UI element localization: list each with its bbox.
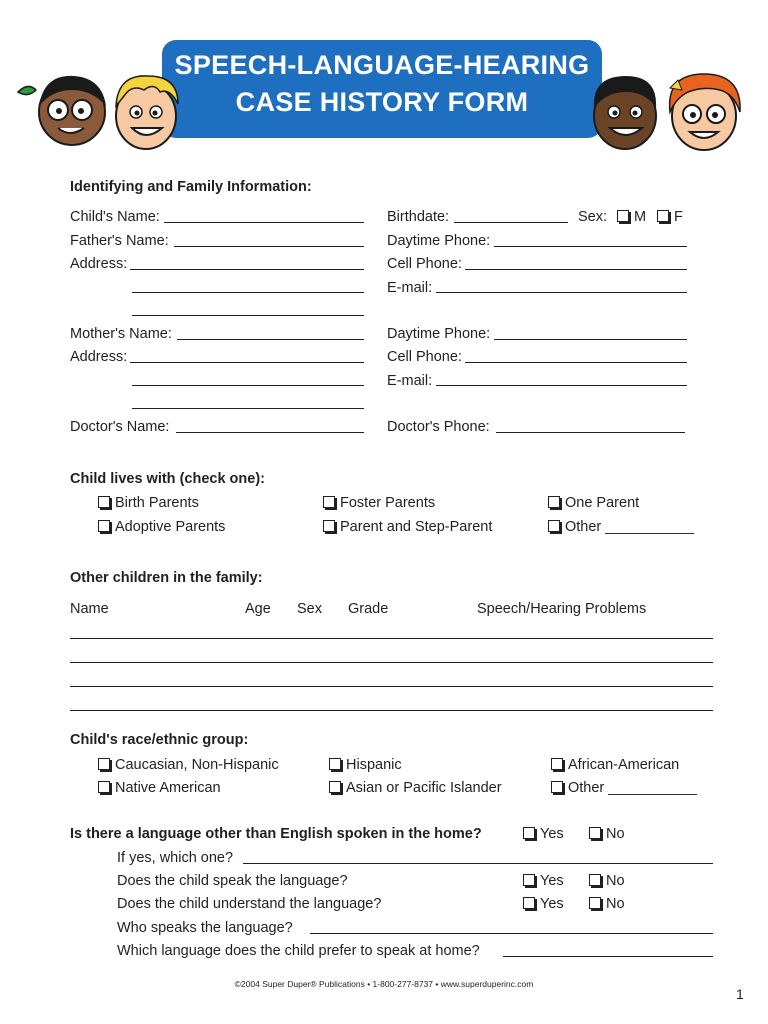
option-label: Yes [540,873,564,889]
option-label: Parent and Step-Parent [340,519,493,535]
redhead-girl-with-glasses-illustration [658,68,750,154]
checkbox-icon[interactable] [548,496,560,508]
mother-daytime-phone-field[interactable] [494,339,687,340]
father-address-field-2[interactable] [132,292,364,293]
checkbox-icon[interactable] [98,496,110,508]
father-cell-phone-label: Cell Phone: [387,256,462,272]
speak-yes-option[interactable] [523,873,564,890]
lives-with-option[interactable] [323,495,435,512]
checkbox-icon[interactable] [523,874,535,886]
who-speaks-label: Who speaks the language? [117,920,293,936]
option-label: Hispanic [346,757,402,773]
race-option[interactable] [329,757,402,774]
language-no-option[interactable] [589,826,625,843]
mother-address-field-3[interactable] [132,408,364,409]
sex-f-option[interactable] [657,209,683,226]
option-label: Asian or Pacific Islander [346,780,502,796]
lives-with-option[interactable] [548,519,694,536]
prefer-language-field[interactable] [503,956,713,957]
doctors-phone-label: Doctor's Phone: [387,419,490,435]
speak-no-option[interactable] [589,873,625,890]
birthdate-label: Birthdate: [387,209,450,225]
column-header-sex: Sex [297,601,322,617]
other-child-row-field[interactable] [70,686,713,687]
option-label: Adoptive Parents [115,519,226,535]
doctors-phone-field[interactable] [496,432,685,433]
option-label: Yes [540,896,564,912]
other-child-row-field[interactable] [70,710,713,711]
option-label: No [606,896,625,912]
father-email-label: E-mail: [387,280,433,296]
checkbox-icon[interactable] [323,496,335,508]
checkbox-icon[interactable] [98,758,110,770]
prefer-language-label: Which language does the child prefer to speak at home? [117,943,480,959]
race-option[interactable] [551,780,697,797]
mothers-name-label: Mother's Name: [70,326,172,342]
checkbox-icon[interactable] [523,897,535,909]
language-yes-option[interactable] [523,826,564,843]
option-label: One Parent [565,495,640,511]
option-label: No [606,826,625,842]
checkbox-icon[interactable] [323,520,335,532]
doctors-name-label: Doctor's Name: [70,419,170,435]
option-label: Native American [115,780,221,796]
sex-m-label: M [634,209,647,225]
mother-daytime-phone-label: Daytime Phone: [387,326,491,342]
checkbox-icon[interactable] [617,210,629,222]
father-daytime-phone-label: Daytime Phone: [387,233,491,249]
race-option[interactable] [98,780,221,797]
mother-address-label: Address: [70,349,128,365]
checkbox-icon[interactable] [329,781,341,793]
mother-cell-phone-field[interactable] [465,362,687,363]
which-language-label: If yes, which one? [117,850,234,866]
mother-address-field-2[interactable] [132,385,364,386]
option-label: Birth Parents [115,495,199,511]
other-child-row-field[interactable] [70,662,713,663]
checkbox-icon[interactable] [551,758,563,770]
sex-label: Sex: [578,209,608,225]
lives-with-option[interactable] [323,519,492,536]
lives-with-option[interactable] [98,495,199,512]
checkbox-icon[interactable] [589,874,601,886]
sex-f-label: F [674,209,683,225]
section-heading-race: Child's race/ethnic group: [70,732,249,748]
checkbox-icon[interactable] [523,827,535,839]
race-option[interactable] [329,780,502,797]
mothers-name-field[interactable] [177,339,364,340]
fathers-name-label: Father's Name: [70,233,169,249]
option-label: African-American [568,757,680,773]
birthdate-field[interactable] [454,222,568,223]
page-number: 1 [736,986,744,1002]
form-title-banner [162,40,602,138]
father-address-field-1[interactable] [130,269,364,270]
speak-language-label: Does the child speak the language? [117,873,348,889]
boy-with-curly-hair-illustration [586,70,664,152]
father-cell-phone-field[interactable] [465,269,687,270]
race-option[interactable] [551,757,679,774]
column-header-age: Age [245,601,271,617]
checkbox-icon[interactable] [98,781,110,793]
understand-no-option[interactable] [589,896,625,913]
father-address-label: Address: [70,256,128,272]
understand-language-label: Does the child understand the language? [117,896,382,912]
checkbox-icon[interactable] [551,781,563,793]
section-heading-lives-with: Child lives with (check one): [70,471,265,487]
father-email-field[interactable] [436,292,687,293]
blond-boy-illustration [108,70,184,152]
option-label: Foster Parents [340,495,436,511]
section-heading-identifying: Identifying and Family Information: [70,179,312,195]
option-label: No [606,873,625,889]
mother-email-label: E-mail: [387,373,433,389]
lives-with-option[interactable] [98,519,225,536]
checkbox-icon[interactable] [657,210,669,222]
who-speaks-field[interactable] [310,933,713,934]
section-heading-other-children: Other children in the family: [70,570,263,586]
father-address-field-3[interactable] [132,315,364,316]
checkbox-icon[interactable] [589,897,601,909]
copyright-footer: ©2004 Super Duper® Publications • 1-800-277-8737 • www.superduperinc.com [234,979,534,989]
childs-name-label: Child's Name: [70,209,160,225]
which-language-field[interactable] [243,863,713,864]
doctors-name-field[interactable] [176,432,364,433]
mother-cell-phone-label: Cell Phone: [387,349,462,365]
lives-with-option[interactable] [548,495,639,512]
race-option[interactable] [98,757,279,774]
understand-yes-option[interactable] [523,896,564,913]
checkbox-icon[interactable] [329,758,341,770]
option-label: Caucasian, Non-Hispanic [115,757,279,773]
checkbox-icon[interactable] [589,827,601,839]
column-header-name: Name [70,601,109,617]
form-title-line1: SPEECH-LANGUAGE-HEARING [174,50,590,80]
language-question: Is there a language other than English spoken in the home? [70,826,482,842]
checkbox-icon[interactable] [98,520,110,532]
mother-address-field-1[interactable] [130,362,364,363]
option-label: Other ___________ [565,519,694,535]
fathers-name-field[interactable] [174,246,364,247]
girl-with-glasses-illustration [14,66,120,150]
other-child-row-field[interactable] [70,638,713,639]
childs-name-field[interactable] [164,222,364,223]
father-daytime-phone-field[interactable] [494,246,687,247]
column-header-problems: Speech/Hearing Problems [477,601,647,617]
sex-m-option[interactable] [617,209,646,226]
column-header-grade: Grade [348,601,389,617]
checkbox-icon[interactable] [548,520,560,532]
mother-email-field[interactable] [436,385,687,386]
form-title-line2: CASE HISTORY FORM [235,87,529,117]
option-label: Yes [540,826,564,842]
option-label: Other ___________ [568,780,697,796]
